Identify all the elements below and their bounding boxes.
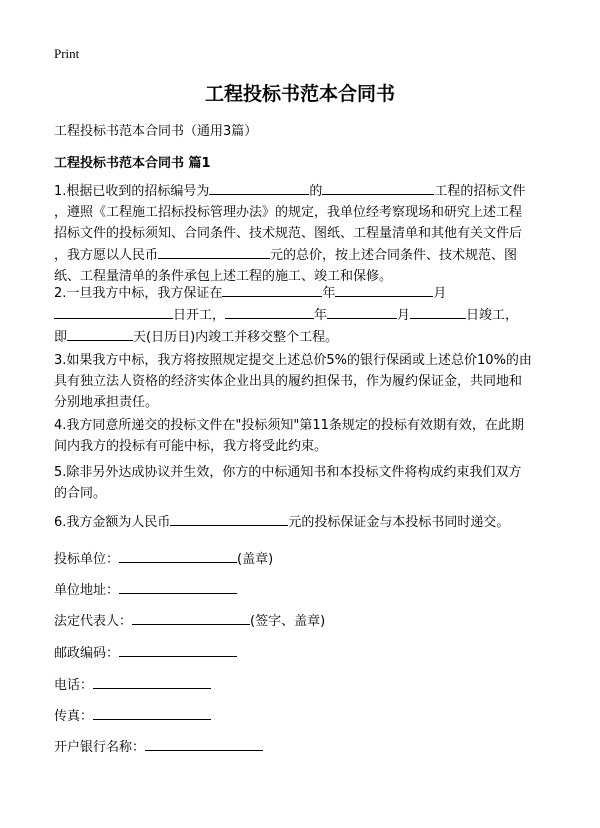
finish-year-blank <box>225 304 314 319</box>
bidder-field <box>54 548 273 567</box>
phone-blank <box>93 674 211 689</box>
phone-label: 电话： <box>54 678 94 693</box>
paragraph-1-text: 工程的招标文件 <box>434 184 526 199</box>
paragraph-1-text: 1.根据已收到的招标编号为 <box>54 184 210 199</box>
bidder-note: (盖章) <box>237 552 274 567</box>
phone-field <box>54 674 211 693</box>
start-day-blank <box>54 304 173 319</box>
legal-rep-note: (签字、盖章) <box>250 614 326 629</box>
paragraph-2-text: 天(日历日)内竣工并移交整个工程。 <box>133 330 339 345</box>
paragraph-4-text: 间内我方的投标有可能中标，我方将受此约束。 <box>54 439 328 454</box>
paragraph-1-text: 招标文件的投标须知、合同条件、技术规范、图纸、工程量清单和其他有关文件后 <box>54 226 523 241</box>
paragraph-6-text: 元的投标保证金与本投标书同时递交。 <box>288 515 510 530</box>
paragraph-6-text: 6.我方金额为人民币 <box>54 515 171 530</box>
paragraph-2-text: 月 <box>433 286 447 301</box>
postcode-blank <box>119 642 237 657</box>
legal-rep-field <box>54 610 325 629</box>
paragraph-2-text: 年 <box>314 308 328 323</box>
bank-field <box>54 736 263 755</box>
paragraph-1-text: ，我方愿以人民币 <box>54 248 159 263</box>
legal-rep-label: 法定代表人： <box>54 614 133 629</box>
paragraph-3-text: 具有独立法人资格的经济实体企业出具的履约担保书，作为履约保证金，共同地和 <box>54 374 523 389</box>
paragraph-6 <box>54 511 549 533</box>
paragraph-1-text: 的 <box>309 184 323 199</box>
paragraph-5 <box>54 462 549 504</box>
print-link[interactable]: Print <box>54 46 80 61</box>
bidder-label: 投标单位： <box>54 552 120 567</box>
paragraph-2-text: 2.一旦我方中标，我方保证在 <box>54 286 223 301</box>
project-name-blank <box>322 180 434 195</box>
fax-label: 传真： <box>54 709 94 724</box>
paragraph-2-text: 即 <box>54 330 68 345</box>
document-title: 工程投标书范本合同书 <box>204 83 395 105</box>
paragraph-5-text: 的合同。 <box>54 486 107 501</box>
start-year-blank <box>222 282 322 297</box>
bid-bond-amount-blank <box>170 511 288 526</box>
fax-blank <box>93 705 211 720</box>
paragraph-1-text: 纸、工程量清单的条件承包上述工程的施工、竣工和保修。 <box>54 269 393 284</box>
finish-day-blank <box>410 304 466 319</box>
paragraph-2-text: 月 <box>397 308 411 323</box>
legal-rep-blank <box>132 610 250 625</box>
paragraph-4 <box>54 415 549 457</box>
address-label: 单位地址： <box>54 583 120 598</box>
paragraph-4-text: 4.我方同意所递交的投标文件在"投标须知"第11条规定的投标有效期有效，在此期 <box>54 418 524 433</box>
total-price-blank <box>158 244 270 259</box>
paragraph-1 <box>54 180 549 287</box>
bidder-blank <box>119 548 237 563</box>
duration-days-blank <box>67 326 133 341</box>
paragraph-2-text: 日开工， <box>173 308 226 323</box>
tender-number-blank <box>209 180 309 195</box>
paragraph-3-text: 3.如果我方中标，我方将按照规定提交上述总价5%的银行保函或上述总价10%的由 <box>54 353 532 368</box>
paragraph-3 <box>54 350 549 413</box>
paragraph-2 <box>54 282 549 348</box>
paragraph-1-text: ，遵照《工程施工招标投标管理办法》的规定，我单位经考察现场和研究上述工程 <box>54 205 523 220</box>
paragraph-2-text: 日竣工， <box>466 308 519 323</box>
postcode-label: 邮政编码： <box>54 646 120 661</box>
address-blank <box>119 579 237 594</box>
paragraph-3-text: 分别地承担责任。 <box>54 395 159 410</box>
section-heading: 工程投标书范本合同书 篇1 <box>54 156 211 171</box>
bank-label: 开户银行名称： <box>54 740 146 755</box>
fax-field <box>54 705 211 724</box>
paragraph-2-text: 年 <box>322 286 336 301</box>
bank-blank <box>145 736 263 751</box>
paragraph-5-text: 5.除非另外达成协议并生效，你方的中标通知书和本投标文件将构成约束我们双方 <box>54 465 522 480</box>
address-field <box>54 579 237 598</box>
start-month-blank <box>335 282 433 297</box>
postcode-field <box>54 642 237 661</box>
paragraph-1-text: 元的总价，按上述合同条件、技术规范、图 <box>270 248 518 263</box>
finish-month-blank <box>327 304 397 319</box>
document-subtitle: 工程投标书范本合同书（通用3篇） <box>54 124 258 139</box>
